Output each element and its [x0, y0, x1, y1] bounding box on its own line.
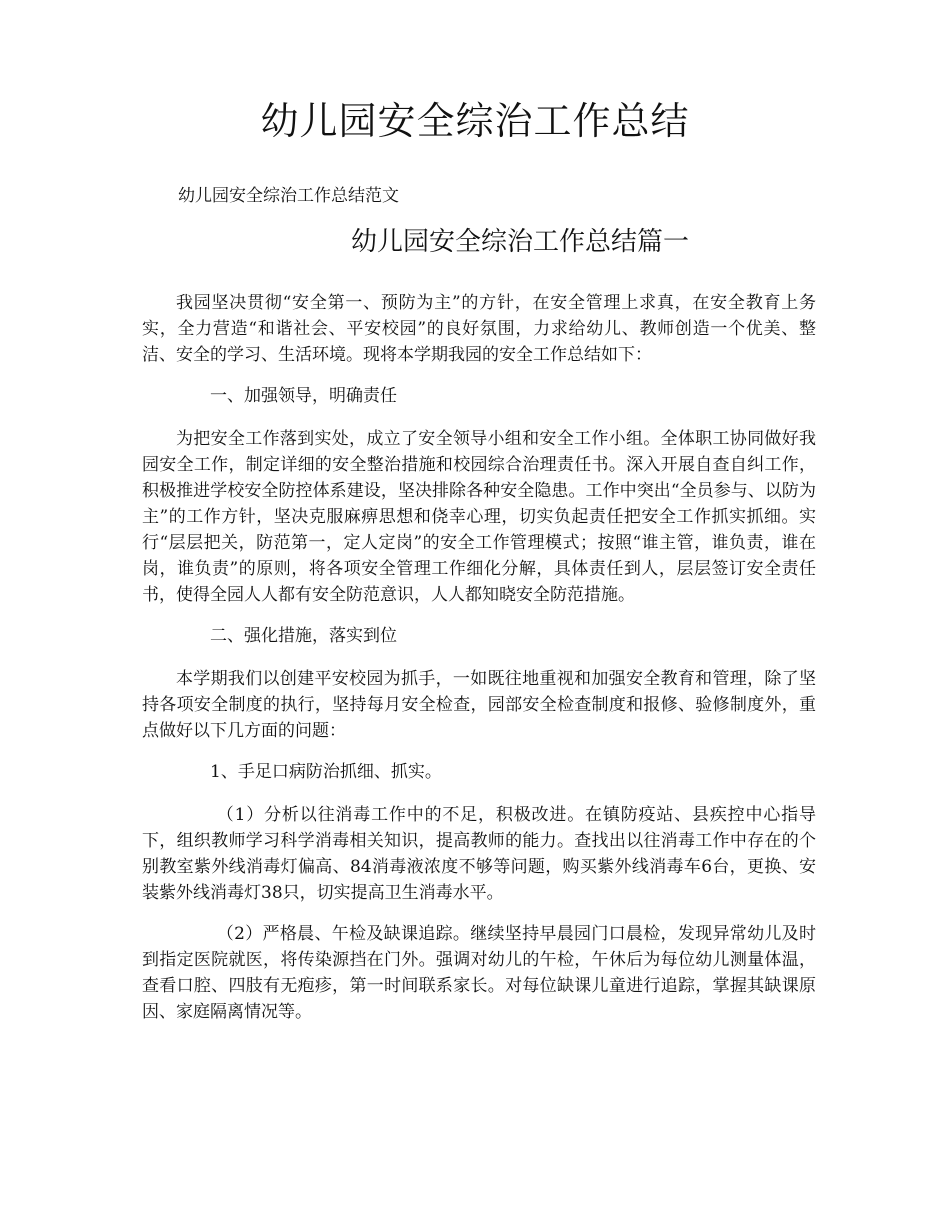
- heading-leadership: 一、加强领导，明确责任: [210, 386, 397, 406]
- heading-hfmd: 1、手足口病防治抓细、抓实。: [210, 762, 442, 782]
- paragraph-measures: 本学期我们以创建平安校园为抓手，一如既往地重视和加强安全教育和管理，除了坚持各项安全制度的执行，坚持每月安全检查，园部安全检查制度和报修、验修制度外，重点做好以下几方面的问题：: [142, 669, 816, 741]
- document-subtitle: 幼儿园安全综治工作总结范文: [178, 186, 399, 206]
- paragraph-intro: 我园坚决贯彻“安全第一、预防为主”的方针，在安全管理上求真，在安全教育上务实，全力营造“和谐社会、平安校园”的良好氛围，力求给幼儿、教师创造一个优美、整洁、安全的学习、生活环境。现将本学期我园的安全工作总结如下：: [142, 293, 816, 365]
- paragraph-disinfection: （1）分析以往消毒工作中的不足，积极改进。在镇防疫站、县疾控中心指导下，组织教师学习科学消毒相关知识，提高教师的能力。查找出以往消毒工作中存在的个别教室紫外线消毒灯偏高、84消毒液浓度不够等问题，购买紫外线消毒车6台，更换、安装紫外线消毒灯38只，切实提高卫生消毒水平。: [142, 805, 816, 903]
- section-title: 幼儿园安全综治工作总结篇一: [350, 227, 689, 257]
- paragraph-health-check: （2）严格晨、午检及缺课追踪。继续坚持早晨园门口晨检，发现异常幼儿及时到指定医院就医，将传染源挡在门外。强调对幼儿的午检，午休后为每位幼儿测量体温，查看口腔、四肢有无疱疹，第一时间联系家长。对每位缺课儿童进行追踪，掌握其缺课原因、家庭隔离情况等。: [142, 924, 816, 1022]
- document-body: [142, 290, 816, 1040]
- page-title: 幼儿园安全综治工作总结: [260, 99, 690, 143]
- paragraph-leadership: 为把安全工作落到实处，成立了安全领导小组和安全工作小组。全体职工协同做好我园安全工作，制定详细的安全整治措施和校园综合治理责任书。深入开展自查自纠工作，积极推进学校安全防控体系建设，坚决排除各种安全隐患。工作中突出“全员参与、以防为主”的工作方针，坚决克服麻痹思想和侥幸心理，切实负起责任把安全工作抓实抓细。实行“层层把关，防范第一，定人定岗”的安全工作管理模式；按照“谁主管，谁负责，谁在岗，谁负责”的原则，将各项安全管理工作细化分解，具体责任到人，层层签订安全责任书，使得全园人人都有安全防范意识，人人都知晓安全防范措施。: [142, 429, 816, 605]
- heading-measures: 二、强化措施，落实到位: [210, 626, 397, 646]
